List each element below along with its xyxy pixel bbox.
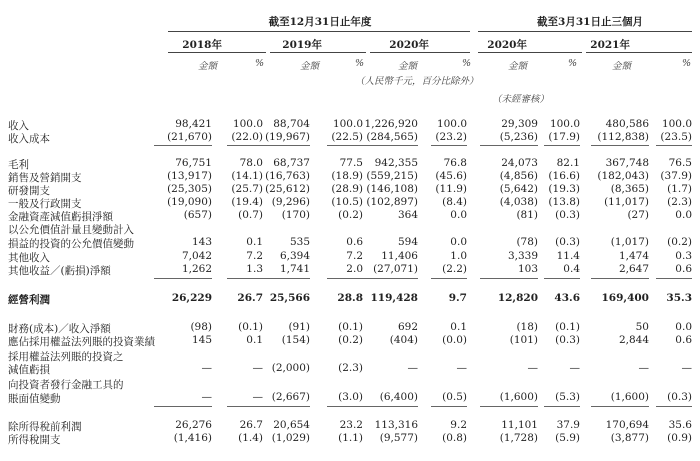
subtotal-rule xyxy=(480,145,538,146)
amount-cell: 692 xyxy=(397,321,418,333)
percent-cell: (0.3) xyxy=(555,236,580,248)
percent-cell: (13.8) xyxy=(548,196,580,208)
amount-cell: — xyxy=(201,362,212,374)
subtotal-rule xyxy=(431,145,467,146)
percent-cell: 78.0 xyxy=(239,157,263,169)
subtotal-rule xyxy=(431,406,467,407)
percent-cell: (5.9) xyxy=(555,432,580,444)
percent-cell: — xyxy=(681,362,692,374)
amount-cell: (1,029) xyxy=(271,432,310,444)
row-label: 研發開支 xyxy=(8,185,50,197)
header-pct-label: % xyxy=(462,58,472,69)
subtotal-rule xyxy=(360,406,418,407)
percent-cell: 0.1 xyxy=(450,321,467,333)
amount-cell: 25,566 xyxy=(269,292,310,304)
amount-cell: 364 xyxy=(397,209,418,221)
subtotal-rule xyxy=(154,406,212,407)
row-label: 賬面值變動 xyxy=(8,393,61,405)
amount-cell: 20,654 xyxy=(273,419,310,431)
percent-cell: — xyxy=(569,362,580,374)
table-row xyxy=(0,196,700,209)
table-row xyxy=(0,263,700,276)
row-label: 損益的投資的公允價值變動 xyxy=(8,238,134,250)
percent-cell: (14.1) xyxy=(231,170,263,182)
percent-cell: 37.9 xyxy=(556,419,580,431)
header-amount-label: 金額 xyxy=(300,61,320,72)
amount-cell: 88,704 xyxy=(273,118,310,130)
amount-cell: (5,236) xyxy=(499,131,538,143)
subtotal-rule xyxy=(480,278,538,279)
percent-cell: 100.0 xyxy=(232,118,263,130)
percent-cell: (0.1) xyxy=(555,321,580,333)
header-year-2020: 2020年 xyxy=(389,39,429,51)
amount-cell: (1,017) xyxy=(610,236,649,248)
amount-cell: (101) xyxy=(509,334,538,346)
amount-cell: 143 xyxy=(191,236,212,248)
header-amount-label: 金額 xyxy=(508,61,528,72)
percent-cell: 26.7 xyxy=(237,292,263,304)
amount-cell: (182,043) xyxy=(597,170,649,182)
subtotal-rule xyxy=(327,145,363,146)
percent-cell: (18.9) xyxy=(331,170,363,182)
amount-cell: 480,586 xyxy=(605,118,649,130)
table-row xyxy=(0,250,700,263)
percent-cell: (45.6) xyxy=(435,170,467,182)
header-year-2018: 2018年 xyxy=(182,39,222,51)
percent-cell: (22.5) xyxy=(331,131,363,143)
subtotal-rule xyxy=(360,145,418,146)
amount-cell: — xyxy=(527,362,538,374)
header-amount-label: 金額 xyxy=(398,61,418,72)
percent-cell: 35.6 xyxy=(668,419,692,431)
subtotal-rule xyxy=(480,406,538,407)
row-label: 減值虧損 xyxy=(8,364,50,376)
header-group-quarter: 截至3月31日止三個月 xyxy=(537,16,643,28)
amount-cell: (2,000) xyxy=(271,362,310,374)
table-row xyxy=(0,432,700,445)
percent-cell: 0.3 xyxy=(675,250,692,262)
amount-cell: (18) xyxy=(516,321,538,333)
amount-cell: (78) xyxy=(516,236,538,248)
amount-cell: 1,741 xyxy=(279,263,310,275)
amount-cell: 119,428 xyxy=(370,292,418,304)
amount-cell: (112,838) xyxy=(597,131,649,143)
percent-cell: 1.3 xyxy=(246,263,263,275)
percent-cell: (25.7) xyxy=(231,183,263,195)
percent-cell: 43.6 xyxy=(554,292,580,304)
amount-cell: — xyxy=(201,391,212,403)
percent-cell: (0.3) xyxy=(667,391,692,403)
amount-cell: (284,565) xyxy=(366,131,418,143)
header-amount-label: 金額 xyxy=(198,61,218,72)
table-row xyxy=(0,236,700,249)
percent-cell: 0.6 xyxy=(675,263,692,275)
amount-cell: 169,400 xyxy=(601,292,649,304)
header-pct-label: % xyxy=(568,58,578,69)
subtotal-rule xyxy=(252,278,310,279)
percent-cell: 82.1 xyxy=(556,157,580,169)
amount-cell: (16,763) xyxy=(265,170,310,182)
percent-cell: — xyxy=(252,391,263,403)
row-label: 應佔採用權益法列賬的投資業績 xyxy=(8,336,155,348)
amount-cell: (9,577) xyxy=(379,432,418,444)
amount-cell: (13,917) xyxy=(167,170,212,182)
row-label: 一般及行政開支 xyxy=(8,198,82,210)
amount-cell: 26,276 xyxy=(175,419,212,431)
header-year-2019: 2019年 xyxy=(282,39,322,51)
percent-cell: (0.1) xyxy=(238,321,263,333)
percent-cell: 0.0 xyxy=(675,321,692,333)
unit-note: （人民幣千元，百分比除外） xyxy=(355,76,479,87)
unaudited-note: （未經審核） xyxy=(492,94,550,105)
percent-cell: 28.8 xyxy=(337,292,363,304)
amount-cell: 594 xyxy=(397,236,418,248)
percent-cell: 1.0 xyxy=(450,250,467,262)
subtotal-rule xyxy=(252,406,310,407)
amount-cell: 29,309 xyxy=(501,118,538,130)
percent-cell: 0.6 xyxy=(675,334,692,346)
percent-cell: 26.7 xyxy=(239,419,263,431)
amount-cell: 2,647 xyxy=(618,263,649,275)
row-label: 其他收入 xyxy=(8,252,50,264)
amount-cell: (5,642) xyxy=(499,183,538,195)
amount-cell: 103 xyxy=(517,263,538,275)
amount-cell: (3,877) xyxy=(610,432,649,444)
percent-cell: (1.7) xyxy=(667,183,692,195)
percent-cell: (19.3) xyxy=(548,183,580,195)
percent-cell: — xyxy=(252,362,263,374)
amount-cell: (559,215) xyxy=(366,170,418,182)
table-row xyxy=(0,377,700,390)
percent-cell: (37.9) xyxy=(660,170,692,182)
amount-cell: (27) xyxy=(627,209,649,221)
percent-cell: (0.0) xyxy=(442,334,467,346)
percent-cell: (0.2) xyxy=(667,236,692,248)
percent-cell: 0.0 xyxy=(675,209,692,221)
percent-cell: (0.3) xyxy=(555,209,580,221)
subtotal-rule xyxy=(327,278,363,279)
percent-cell: (0.2) xyxy=(338,334,363,346)
amount-cell: 26,229 xyxy=(171,292,212,304)
row-label: 金融資產減值虧損淨額 xyxy=(8,211,113,223)
percent-cell: (23.5) xyxy=(660,131,692,143)
amount-cell: (170) xyxy=(281,209,310,221)
table-row xyxy=(0,321,700,334)
amount-cell: 50 xyxy=(635,321,649,333)
percent-cell: (0.1) xyxy=(338,321,363,333)
percent-cell: (0.9) xyxy=(667,432,692,444)
percent-cell: 100.0 xyxy=(332,118,363,130)
amount-cell: (1,600) xyxy=(499,391,538,403)
amount-cell: (27,071) xyxy=(373,263,418,275)
percent-cell: 11.4 xyxy=(556,250,580,262)
amount-cell: (657) xyxy=(183,209,212,221)
percent-cell: (0.5) xyxy=(442,391,467,403)
amount-cell: (1,728) xyxy=(499,432,538,444)
percent-cell: (23.2) xyxy=(435,131,467,143)
amount-cell: (154) xyxy=(281,334,310,346)
percent-cell: 2.0 xyxy=(346,263,363,275)
header-year-2021-q1: 2021年 xyxy=(590,39,630,51)
amount-cell: 11,406 xyxy=(381,250,418,262)
amount-cell: 24,073 xyxy=(501,157,538,169)
amount-cell: (11,017) xyxy=(604,196,649,208)
amount-cell: (19,967) xyxy=(265,131,310,143)
amount-cell: (4,038) xyxy=(499,196,538,208)
amount-cell: — xyxy=(638,362,649,374)
table-row xyxy=(0,131,700,144)
subtotal-rule xyxy=(154,145,212,146)
percent-cell: 100.0 xyxy=(661,118,692,130)
amount-cell: 12,820 xyxy=(497,292,538,304)
amount-cell: 1,262 xyxy=(181,263,212,275)
row-label: 其他收益／(虧損)淨額 xyxy=(8,265,111,277)
percent-cell: (0.7) xyxy=(238,209,263,221)
amount-cell: (19,090) xyxy=(167,196,212,208)
table-row xyxy=(0,222,700,235)
amount-cell: (91) xyxy=(288,321,310,333)
row-label: 收入成本 xyxy=(8,133,50,145)
row-label: 財務(成本)／收入淨額 xyxy=(8,323,111,335)
amount-cell: 2,844 xyxy=(618,334,649,346)
percent-cell: (22.0) xyxy=(231,131,263,143)
amount-cell: (21,670) xyxy=(167,131,212,143)
percent-cell: (1.1) xyxy=(338,432,363,444)
percent-cell: 35.3 xyxy=(666,292,692,304)
row-label: 收入 xyxy=(8,120,29,132)
percent-cell: (0.8) xyxy=(442,432,467,444)
amount-cell: 942,355 xyxy=(374,157,418,169)
percent-cell: 100.0 xyxy=(436,118,467,130)
percent-cell: 76.5 xyxy=(668,157,692,169)
header-pct-label: % xyxy=(682,58,692,69)
amount-cell: 11,101 xyxy=(501,419,538,431)
percent-cell: (3.0) xyxy=(338,391,363,403)
subtotal-rule xyxy=(656,406,692,407)
table-row xyxy=(0,362,700,375)
percent-cell: 9.7 xyxy=(448,292,467,304)
header-pct-label: % xyxy=(355,58,365,69)
amount-cell: 367,748 xyxy=(605,157,649,169)
percent-cell: (0.3) xyxy=(555,334,580,346)
row-label: 經營利潤 xyxy=(8,294,50,306)
amount-cell: 170,694 xyxy=(605,419,649,431)
header-year-2020-q1: 2020年 xyxy=(487,39,527,51)
subtotal-rule xyxy=(591,406,649,407)
percent-cell: (10.5) xyxy=(331,196,363,208)
percent-cell: — xyxy=(456,362,467,374)
percent-cell: (1.4) xyxy=(238,432,263,444)
subtotal-rule xyxy=(544,145,580,146)
subtotal-rule xyxy=(544,406,580,407)
percent-cell: 77.5 xyxy=(339,157,363,169)
amount-cell: (1,416) xyxy=(173,432,212,444)
percent-cell: 23.2 xyxy=(339,419,363,431)
subtotal-rule xyxy=(154,278,212,279)
subtotal-rule xyxy=(591,278,649,279)
subtotal-rule xyxy=(431,278,467,279)
amount-cell: (2,667) xyxy=(271,391,310,403)
percent-cell: 9.2 xyxy=(450,419,467,431)
amount-cell: 98,421 xyxy=(175,118,212,130)
table-row xyxy=(0,170,700,183)
amount-cell: 7,042 xyxy=(181,250,212,262)
row-label: 向投資者發行金融工具的 xyxy=(8,379,124,391)
header-pct-label: % xyxy=(255,58,265,69)
percent-cell: (11.9) xyxy=(435,183,467,195)
amount-cell: (404) xyxy=(389,334,418,346)
subtotal-rule xyxy=(327,406,363,407)
amount-cell: (146,108) xyxy=(366,183,418,195)
amount-cell: 145 xyxy=(191,334,212,346)
amount-cell: (25,305) xyxy=(167,183,212,195)
percent-cell: (0.2) xyxy=(338,209,363,221)
amount-cell: 3,339 xyxy=(507,250,538,262)
amount-cell: 1,226,920 xyxy=(364,118,418,130)
amount-cell: (9,296) xyxy=(271,196,310,208)
percent-cell: 100.0 xyxy=(549,118,580,130)
row-label: 以公允價值計量且變動計入 xyxy=(8,224,134,236)
percent-cell: (2.2) xyxy=(442,263,467,275)
amount-cell: (1,600) xyxy=(610,391,649,403)
percent-cell: (5.3) xyxy=(555,391,580,403)
subtotal-rule xyxy=(252,145,310,146)
table-row xyxy=(0,391,700,404)
table-row xyxy=(0,349,700,362)
subtotal-rule xyxy=(544,278,580,279)
percent-cell: (8.4) xyxy=(442,196,467,208)
percent-cell: 0.0 xyxy=(450,209,467,221)
percent-cell: 0.4 xyxy=(563,263,580,275)
percent-cell: 0.0 xyxy=(450,236,467,248)
percent-cell: 0.1 xyxy=(246,236,263,248)
table-row xyxy=(0,334,700,347)
amount-cell: (25,612) xyxy=(265,183,310,195)
row-label: 採用權益法列賬的投資之 xyxy=(8,351,124,363)
percent-cell: (2.3) xyxy=(667,196,692,208)
table-row xyxy=(0,292,700,305)
percent-cell: 0.6 xyxy=(346,236,363,248)
row-label: 所得稅開支 xyxy=(8,434,61,446)
table-row xyxy=(0,157,700,170)
amount-cell: (98) xyxy=(190,321,212,333)
amount-cell: — xyxy=(407,362,418,374)
table-row xyxy=(0,118,700,131)
percent-cell: 7.2 xyxy=(346,250,363,262)
amount-cell: (8,365) xyxy=(610,183,649,195)
percent-cell: (17.9) xyxy=(548,131,580,143)
amount-cell: 68,737 xyxy=(273,157,310,169)
percent-cell: (19.4) xyxy=(231,196,263,208)
subtotal-rule xyxy=(656,145,692,146)
percent-cell: 0.1 xyxy=(246,334,263,346)
amount-cell: (6,400) xyxy=(379,391,418,403)
percent-cell: (16.6) xyxy=(548,170,580,182)
amount-cell: 76,751 xyxy=(175,157,212,169)
amount-cell: (4,856) xyxy=(499,170,538,182)
amount-cell: 1,474 xyxy=(618,250,649,262)
percent-cell: (2.3) xyxy=(338,362,363,374)
subtotal-rule xyxy=(656,278,692,279)
amount-cell: 535 xyxy=(289,236,310,248)
table-row xyxy=(0,419,700,432)
row-label: 銷售及營銷開支 xyxy=(8,172,82,184)
percent-cell: 7.2 xyxy=(246,250,263,262)
amount-cell: 6,394 xyxy=(279,250,310,262)
amount-cell: 113,316 xyxy=(374,419,418,431)
subtotal-rule xyxy=(360,278,418,279)
header-amount-label: 金額 xyxy=(612,61,632,72)
row-label: 毛利 xyxy=(8,159,29,171)
header-group-annual: 截至12月31日止年度 xyxy=(268,16,372,28)
row-label: 除所得稅前利潤 xyxy=(8,421,82,433)
table-row xyxy=(0,183,700,196)
subtotal-rule xyxy=(591,145,649,146)
percent-cell: 76.8 xyxy=(443,157,467,169)
percent-cell: (28.9) xyxy=(331,183,363,195)
amount-cell: (81) xyxy=(516,209,538,221)
table-row xyxy=(0,209,700,222)
amount-cell: (102,897) xyxy=(366,196,418,208)
